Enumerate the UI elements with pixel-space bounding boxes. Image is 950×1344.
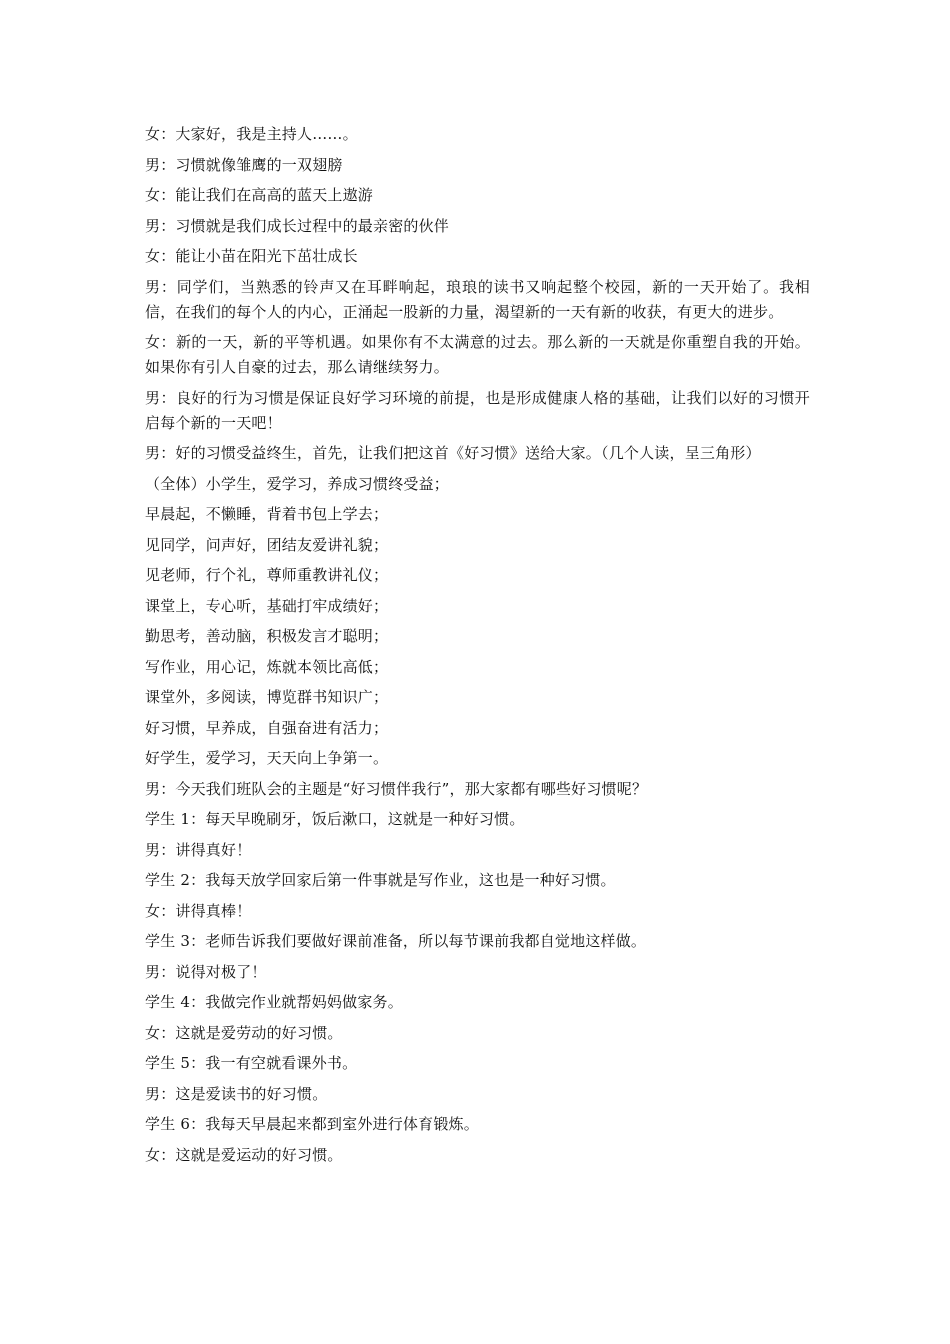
poem-line: 勤思考，善动脑，积极发言才聪明； — [145, 627, 389, 645]
poem-line: 早晨起，不懒睡，背着书包上学去； — [145, 505, 389, 523]
paragraph: 女：能让我们在高高的蓝天上遨游 — [145, 186, 374, 204]
paragraph: 女：这就是爱运动的好习惯。 — [145, 1145, 343, 1164]
poem-line: （全体）小学生，爱学习，养成习惯终受益； — [145, 474, 450, 493]
paragraph: 男：今天我们班队会的主题是“好习惯伴我行”，那大家都有哪些好习惯呢？ — [145, 779, 648, 798]
poem-line: 好学生，爱学习，天天向上争第一。 — [145, 749, 389, 767]
document-page — [145, 122, 810, 1173]
paragraph: 男：良好的行为习惯是保证良好学习环境的前提，也是形成健康人格的基础，让我们以好的习惯开启每个新的一天吧！ — [145, 388, 810, 432]
poem-line: 好习惯，早养成，自强奋进有活力； — [145, 718, 389, 737]
poem-line: 课堂上，专心听，基础打牢成绩好； — [145, 596, 389, 615]
paragraph: 女：能让小苗在阳光下茁壮成长 — [145, 247, 358, 265]
paragraph: 男：说得对极了！ — [145, 962, 267, 981]
poem-line: 课堂外，多阅读，博览群书知识广； — [145, 688, 389, 706]
poem-line: 见同学，问声好，团结友爱讲礼貌； — [145, 535, 389, 554]
paragraph: 学生 5：我一有空就看课外书。 — [145, 1054, 358, 1072]
paragraph: 男：习惯就像雏鹰的一双翅膀 — [145, 155, 343, 174]
paragraph: 男：习惯就是我们成长过程中的最亲密的伙伴 — [145, 216, 450, 235]
paragraph: 女：这就是爱劳动的好习惯。 — [145, 1023, 343, 1042]
paragraph: 男：讲得真好！ — [145, 840, 252, 859]
paragraph: 女：新的一天，新的平等机遇。如果你有不太满意的过去。那么新的一天就是你重塑自我的开始。如果你有引人自豪的过去，那么请继续努力。 — [145, 333, 810, 376]
paragraph: 学生 1：每天早晚刷牙，饭后漱口，这就是一种好习惯。 — [145, 810, 525, 828]
poem-line: 写作业，用心记，炼就本领比高低； — [145, 657, 389, 676]
paragraph: 学生 4：我做完作业就帮妈妈做家务。 — [145, 993, 403, 1011]
paragraph: 女：讲得真棒！ — [145, 901, 252, 920]
paragraph: 男：好的习惯受益终生，首先，让我们把这首《好习惯》送给大家。（几个人读，呈三角形） — [145, 444, 761, 462]
paragraph: 学生 2：我每天放学回家后第一件事就是写作业，这也是一种好习惯。 — [145, 871, 616, 889]
paragraph: 学生 3：老师告诉我们要做好课前准备，所以每节课前我都自觉地这样做。 — [145, 932, 647, 950]
paragraph: 男：同学们，当熟悉的铃声又在耳畔响起，琅琅的读书又响起整个校园，新的一天开始了。我相信，在我们的每个人的内心，正涌起一股新的力量，渴望新的一天有新的收获，有更大的进步。 — [145, 277, 810, 321]
paragraph: 学生 6：我每天早晨起来都到室外进行体育锻炼。 — [145, 1115, 479, 1133]
poem-line: 见老师，行个礼，尊师重教讲礼仪； — [145, 566, 389, 584]
paragraph: 男：这是爱读书的好习惯。 — [145, 1084, 328, 1103]
paragraph: 女：大家好，我是主持人……。 — [145, 125, 358, 143]
